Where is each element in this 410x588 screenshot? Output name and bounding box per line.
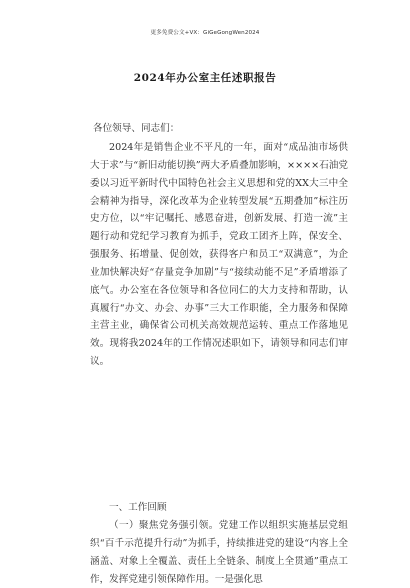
section-heading: 一、工作回顾 [109,502,167,513]
paragraph-intro: 2024年是销售企业不平凡的一年，面对“成品油市场供大于求”与“新旧动能切换”两大矛盾叠加影响，××××石油党委以习近平新时代中国特色社会主义思想和党的XX大三中全会精神为指导，深化改革为企业转型发展“五期叠加”标注历史方位，以“牢记嘱托、感恩奋进，创新发展、打造一流”主题行动和党纪学习教育为抓手，党政工团齐上阵，保安全、强服务、拓增量、促创效，获得客户和员工“双满意”，为企业加快解决好“存量竞争加剧”与“接续动能不足”矛盾增添了底气。办公室在各位领导和各位同仁的大力支持和帮助，认真履行“办文、办会、办事”三大工作职能，全力服务和保障主营主业，确保省公司机关高效规范运转、重点工作落地见效。现将我2024年的工作情况述职如下，请领导和同志们审议。 [90,142,348,368]
paragraph-party-building: （一）聚焦党务强引领。党建工作以组织实施基层党组织“百千示范提升行动”为抓手，持续推进党的建设“内容上全涵盖、对象上全覆盖、责任上全链条、制度上全贯通”重点工作，发挥党建引领保障作用。一是强化思 [90,520,348,585]
document-title: 2024年办公室主任述职报告 [133,72,277,84]
salutation: 各位领导、同志们： [93,123,180,134]
header-note: 更多免费公文+VX：GiGeGongWen2024 [150,30,260,36]
